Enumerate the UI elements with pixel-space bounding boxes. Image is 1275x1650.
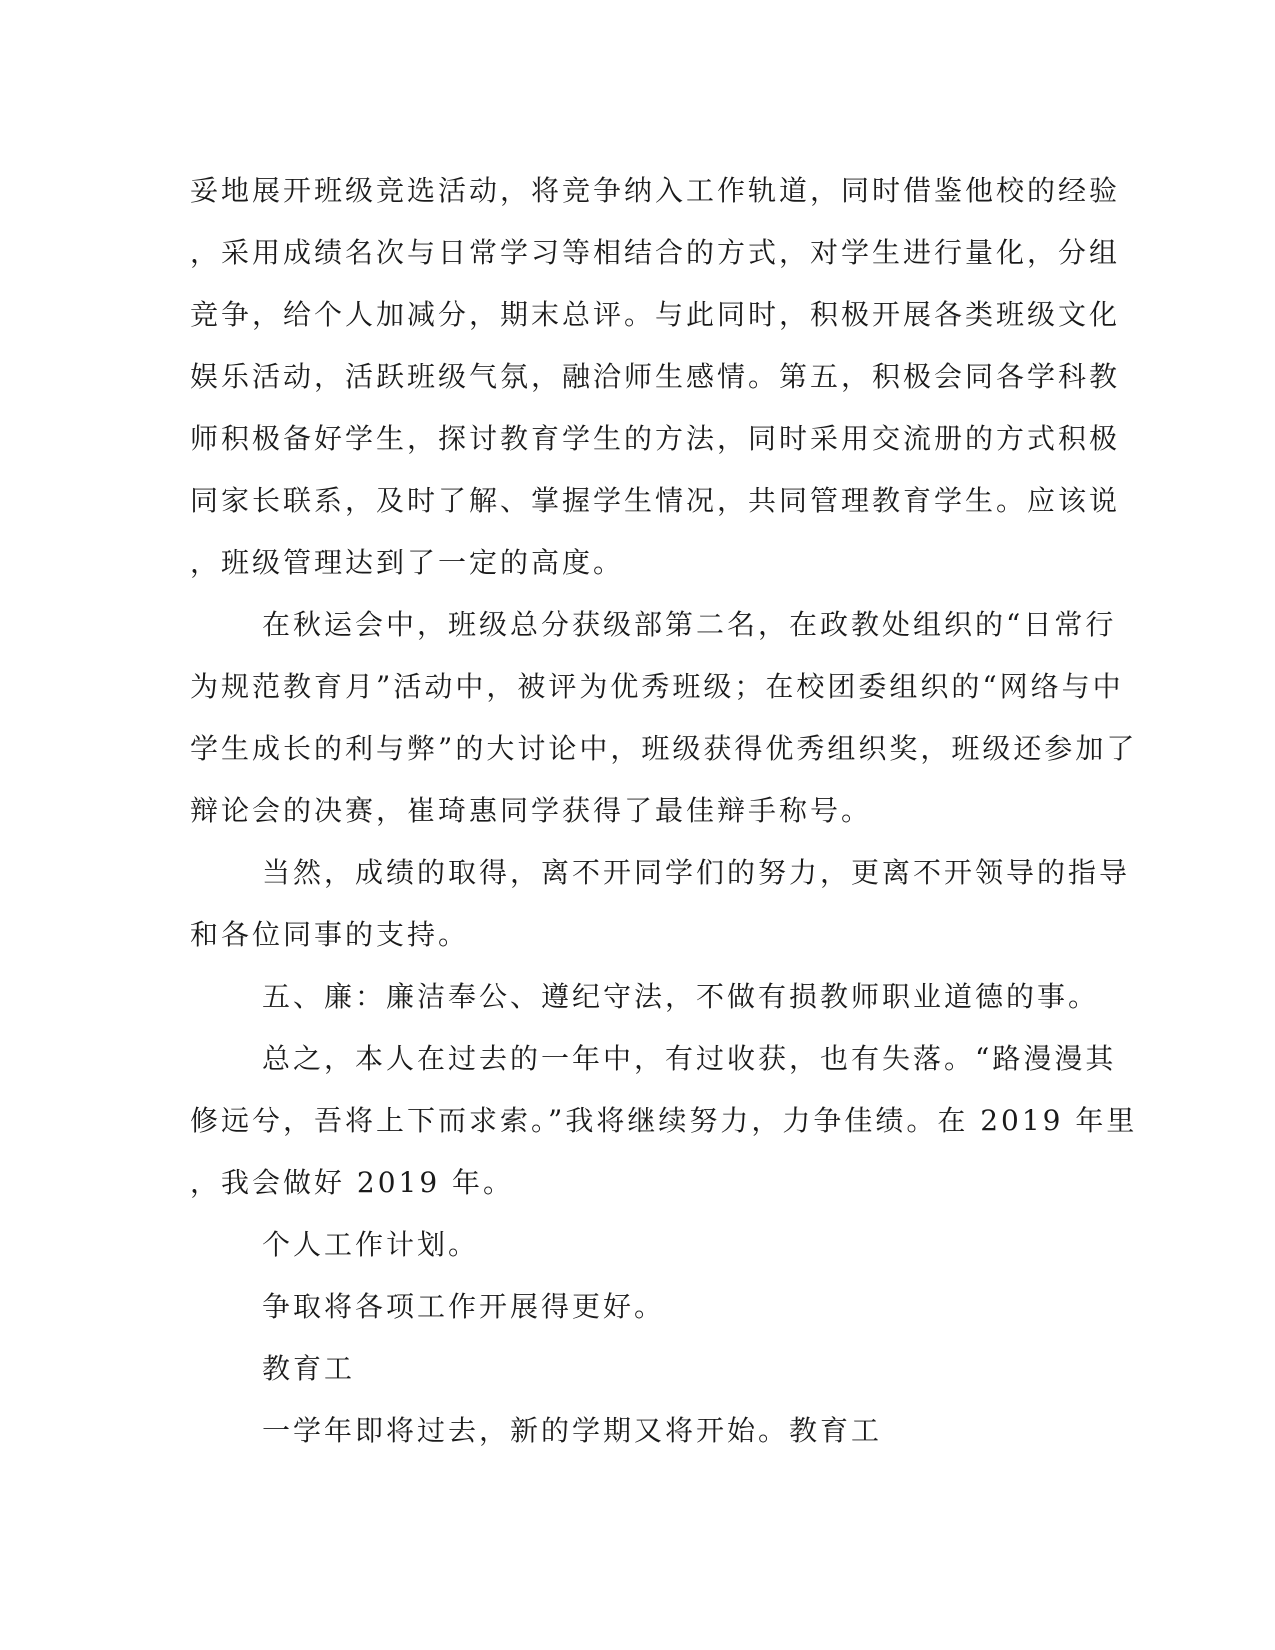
text-line: 妥地展开班级竞选活动，将竞争纳入工作轨道，同时借鉴他校的经验 xyxy=(190,174,1121,207)
text-line: 和各位同事的支持。 xyxy=(190,918,470,951)
text-line: ，我会做好 2019 年。 xyxy=(190,1166,515,1199)
text-line: 在秋运会中，班级总分获级部第二名，在政教处组织的“日常行 xyxy=(262,608,1117,641)
text-line: 竞争，给个人加减分，期末总评。与此同时，积极开展各类班级文化 xyxy=(190,298,1121,331)
text-line: 争取将各项工作开展得更好。 xyxy=(262,1290,666,1323)
text-line: 五、廉：廉洁奉公、遵纪守法，不做有损教师职业道德的事。 xyxy=(262,980,1100,1013)
text-line: 个人工作计划。 xyxy=(262,1228,480,1261)
text-line: 同家长联系，及时了解、掌握学生情况，共同管理教育学生。应该说 xyxy=(190,484,1121,517)
text-line: 当然，成绩的取得，离不开同学们的努力，更离不开领导的指导 xyxy=(262,856,1131,889)
text-line: ，采用成绩名次与日常学习等相结合的方式，对学生进行量化，分组 xyxy=(190,236,1121,269)
text-line: 修远兮，吾将上下而求索。”我将继续努力，力争佳绩。在 2019 年里 xyxy=(190,1104,1138,1137)
text-line: 一学年即将过去，新的学期又将开始。教育工 xyxy=(262,1414,883,1447)
text-line: 师积极备好学生，探讨教育学生的方法，同时采用交流册的方式积极 xyxy=(190,422,1121,455)
text-line: 总之，本人在过去的一年中，有过收获，也有失落。“路漫漫其 xyxy=(262,1042,1117,1075)
text-line: 学生成长的利与弊”的大讨论中，班级获得优秀组织奖，班级还参加了 xyxy=(190,732,1138,765)
body-text xyxy=(190,160,1138,1462)
text-line: 教育工 xyxy=(262,1352,356,1385)
text-line: 为规范教育月”活动中，被评为优秀班级；在校团委组织的“网络与中 xyxy=(190,670,1124,703)
text-line: ，班级管理达到了一定的高度。 xyxy=(190,546,625,579)
text-line: 娱乐活动，活跃班级气氛，融洽师生感情。第五，积极会同各学科教 xyxy=(190,360,1121,393)
text-line: 辩论会的决赛，崔琦惠同学获得了最佳辩手称号。 xyxy=(190,794,873,827)
